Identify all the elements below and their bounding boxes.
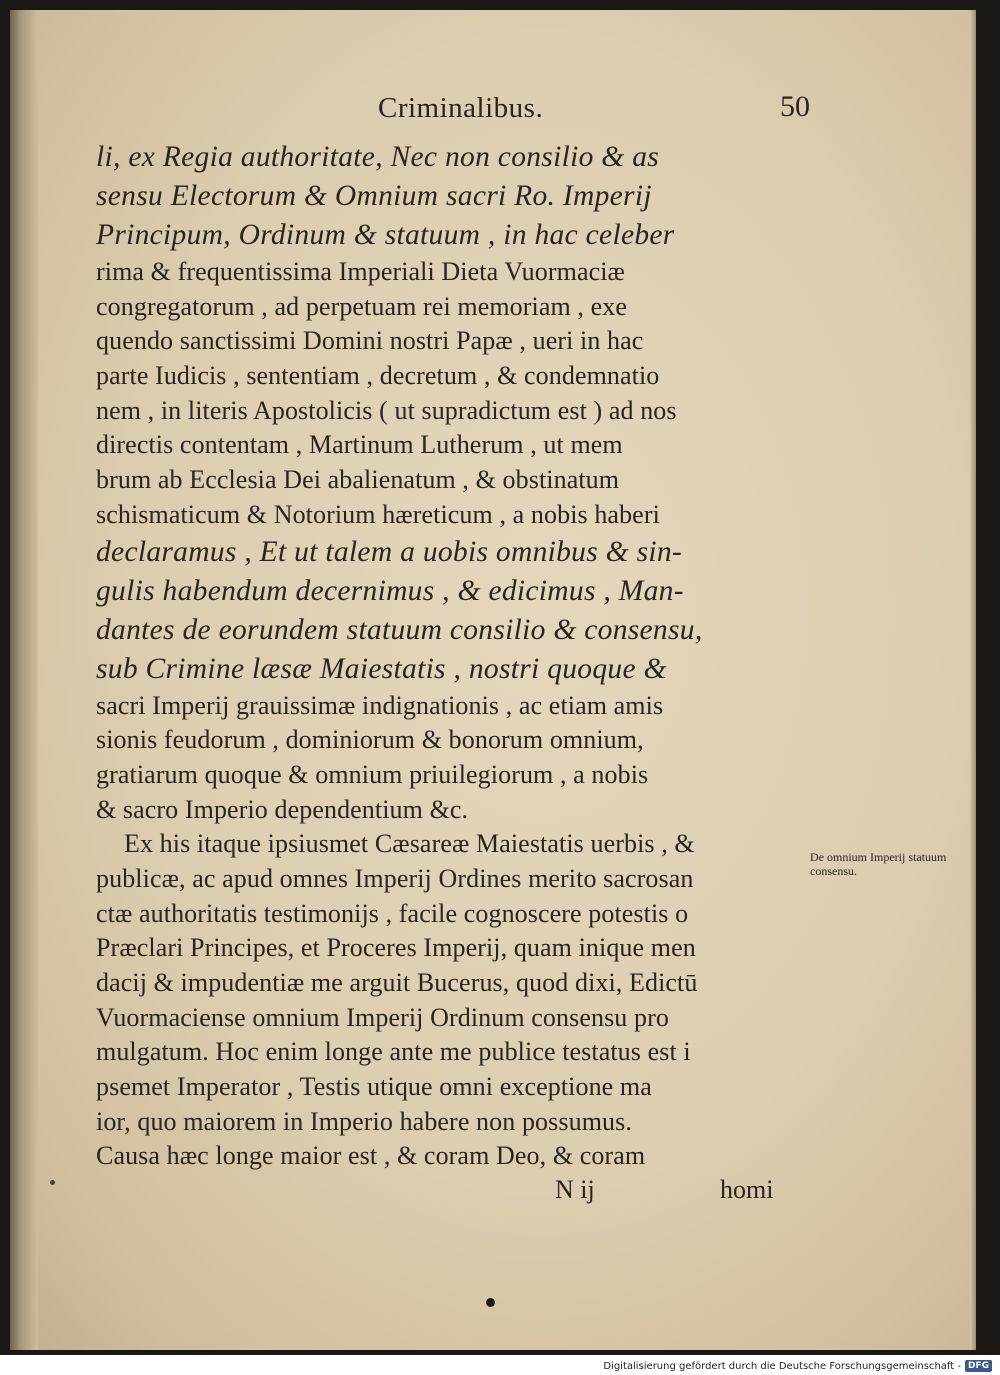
credit-text: Digitalisierung gefördert durch die Deutsche Forschungsgemeinschaft -	[603, 1360, 961, 1372]
text-line: mulgatum. Hoc enim longe ante me publice testatus est i	[96, 1037, 691, 1067]
page-number: 50	[780, 90, 810, 123]
text-line: gratiarum quoque & omnium priuilegiorum , a nobis	[96, 759, 649, 789]
text-line: Ex his itaque ipsiusmet Cæsareæ Maiestatis uerbis , &	[124, 829, 695, 859]
catchword: homi	[720, 1175, 774, 1204]
ink-dot	[486, 1298, 495, 1307]
text-line: gulis habendum decernimus , & edicimus , Man-	[96, 574, 684, 607]
marginal-note: De omnium Imperij statuum consensu.	[810, 850, 947, 878]
text-line: parte Iudicis , sententiam , decretum , & condemnatio	[96, 361, 660, 391]
text-line: dantes de eorundem statuum consilio & consensu,	[96, 613, 703, 646]
page-binding-shadow	[10, 10, 38, 1350]
text-line: psemet Imperator , Testis utique omni exceptione ma	[96, 1072, 652, 1102]
text-line: Principum, Ordinum & statuum , in hac celeber	[96, 219, 675, 251]
text-line: directis contentam , Martinum Lutherum , ut mem	[96, 430, 623, 460]
text-line: li, ex Regia authoritate, Nec non consilio & as	[96, 141, 660, 173]
text-line: ior, quo maiorem in Imperio habere non possumus.	[96, 1106, 632, 1136]
text-line: sionis feudorum , dominiorum & bonorum omnium,	[96, 725, 644, 755]
text-line: congregatorum , ad perpetuam rei memoriam , exe	[96, 291, 627, 321]
page-footer-line	[10, 1175, 976, 1211]
book-page	[10, 10, 976, 1350]
running-head: Criminalibus.	[378, 92, 544, 124]
page-header	[10, 92, 976, 132]
text-line: Præclari Principes, et Proceres Imperij, quam inique men	[96, 933, 696, 963]
text-line: sensu Electorum & Omnium sacri Ro. Imperij	[96, 180, 652, 212]
text-line: schismaticum & Notorium hæreticum , a nobis haberi	[96, 499, 660, 529]
dfg-logo: DFG	[965, 1360, 992, 1372]
text-line: sacri Imperij grauissimæ indignationis , ac etiam amis	[96, 690, 664, 720]
page-right-edge	[970, 10, 976, 1350]
text-line: & sacro Imperio dependentium &c.	[96, 794, 469, 824]
text-line: declaramus , Et ut talem a uobis omnibus & sin-	[96, 535, 683, 568]
text-line: rima & frequentissima Imperiali Dieta Vuormaciæ	[96, 257, 626, 286]
text-line: Vuormaciense omnium Imperij Ordinum consensu pro	[96, 1002, 669, 1032]
text-line: ctæ authoritatis testimonijs , facile cognoscere potestis o	[96, 898, 689, 928]
text-line: nem , in literis Apostolicis ( ut supradictum est ) ad nos	[96, 395, 677, 425]
paper-blemish	[50, 1180, 55, 1185]
signature-mark: N ij	[555, 1175, 595, 1204]
text-line: Causa hæc longe maior est , & coram Deo, & coram	[96, 1141, 646, 1171]
body-text	[96, 138, 816, 1174]
digitization-credit	[603, 1360, 992, 1372]
text-line: sub Crimine læsæ Maiestatis , nostri quoque &	[96, 652, 667, 685]
text-line: publicæ, ac apud omnes Imperij Ordines merito sacrosan	[96, 863, 694, 893]
text-line: quendo sanctissimi Domini nostri Papæ , ueri in hac	[96, 326, 644, 356]
text-line: brum ab Ecclesia Dei abalienatum , & obstinatum	[96, 465, 620, 495]
text-line: dacij & impudentiæ me arguit Bucerus, quod dixi, Edictū	[96, 968, 698, 997]
